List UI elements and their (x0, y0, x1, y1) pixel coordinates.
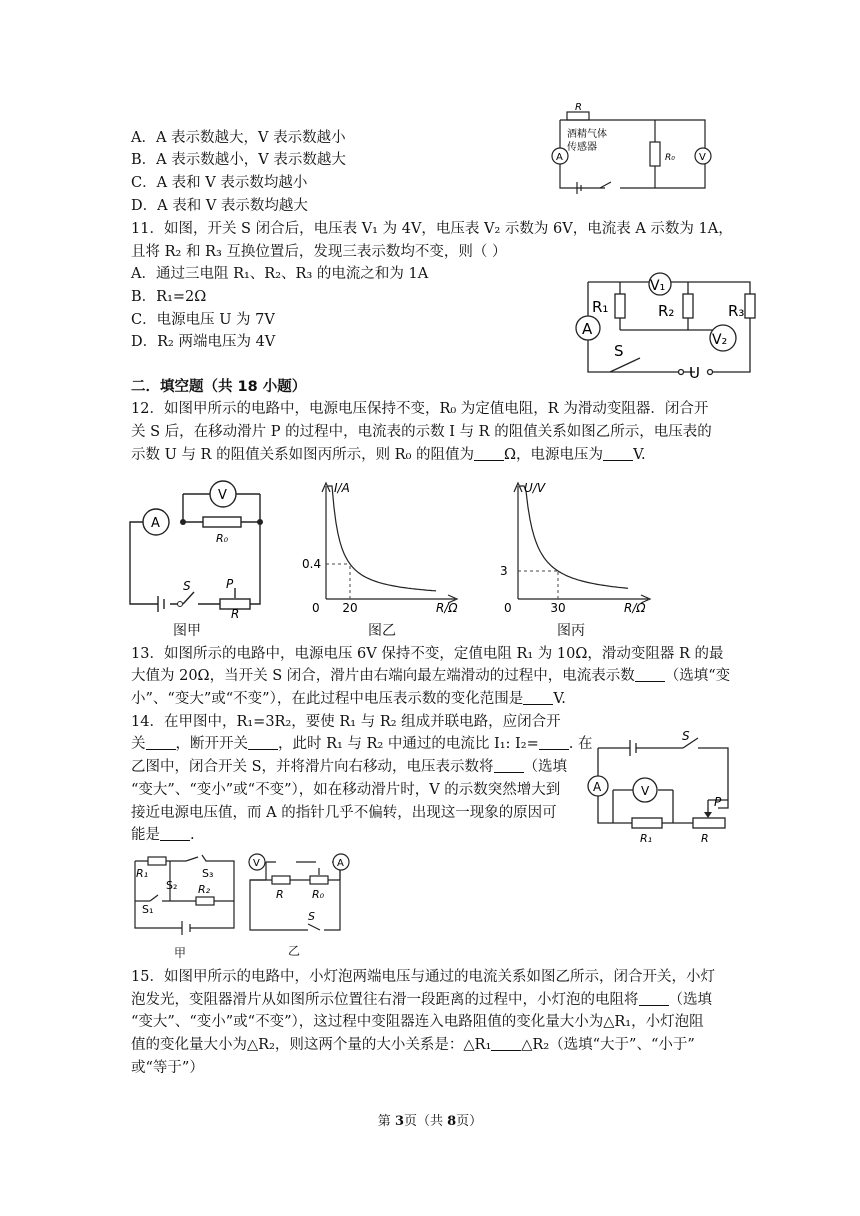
q11-option-a: A．通过三电阻 R₁、R₂、R₃ 的电流之和为 1A (131, 266, 429, 282)
q10-circuit-figure (545, 100, 720, 200)
q12-chart-yi-xlabel: R/Ω (436, 601, 458, 615)
q14-blank-close[interactable] (146, 735, 176, 750)
q12-chart-bing-ylabel: U/V (524, 481, 546, 495)
q13-stem-line1: 13．如图所示的电路中，电源电压 6V 保持不变，定值电阻 R₁ 为 10Ω，滑动变阻器 R 的最 (131, 646, 724, 662)
q14-jia-s3: S₃ (202, 867, 214, 880)
q10-fig-v-label: V (699, 152, 706, 163)
q14-stem-line5: 接近电源电压值，而 A 的指针几乎不偏转，出现这一现象的原因可 (131, 805, 557, 821)
q11-fig-v2: V₂ (712, 332, 728, 348)
q14-fig-s: S (682, 729, 690, 743)
q14-yi-v: V (253, 858, 260, 869)
q14-jia-r1: R₁ (136, 867, 149, 880)
q14-blank-ratio[interactable] (539, 735, 569, 750)
q12-blank-r0[interactable] (474, 446, 504, 461)
q11-fig-s: S (614, 342, 624, 360)
q12-fig-s: S (183, 579, 191, 593)
footer-page-total: 8 (447, 1114, 457, 1129)
q12-chart-bing-curve (520, 486, 628, 588)
q11-option-b: B．R₁=2Ω (131, 289, 207, 305)
q10-fig-r-label: R (575, 102, 582, 113)
q12-fig-p: P (226, 577, 234, 591)
q14-fig-r1: R₁ (640, 832, 653, 845)
q12-fig-yi-caption: 图乙 (368, 623, 396, 639)
q12-chart-yi-ytick: 0.4 (302, 557, 322, 571)
q12-chart-bing-origin: 0 (504, 601, 512, 615)
q12-blank-voltage[interactable] (603, 446, 633, 461)
q13-blank-current[interactable] (635, 667, 665, 682)
q11-fig-v1: V₁ (650, 278, 666, 294)
q10-fig-r0-label: R₀ (665, 153, 675, 163)
q11-fig-a: A (582, 320, 593, 338)
q14-fig-r: R (701, 832, 709, 845)
q12-fig-v: V (218, 488, 227, 503)
section-2-title: 二．填空题（共 18 小题） (131, 379, 307, 395)
q14-stem-line2: 关 ，断开开关 ，此时 R₁ 与 R₂ 中通过的电流比 I₁: I₂= . 在 (131, 736, 593, 752)
q14-fig-a: A (593, 780, 602, 794)
q14-blank-open[interactable] (248, 735, 278, 750)
q14-circuit-figure (588, 728, 743, 846)
q14-blank-voltmeter[interactable] (494, 758, 524, 773)
q13-stem-line3: 小”、“变大”或“不变”），在此过程中电压表示数的变化范围是 V. (131, 691, 566, 707)
q14-stem-line1: 14．在甲图中，R₁=3R₂，要使 R₁ 与 R₂ 组成并联电路，应闭合开 (131, 714, 561, 730)
q11-option-c: C．电源电压 U 为 7V (131, 312, 275, 328)
q12-chart-yi (300, 476, 465, 616)
q14-blank-cause[interactable] (160, 826, 190, 841)
q11-stem-line1: 11．如图，开关 S 闭合后，电压表 V₁ 为 4V，电压表 V₂ 示数为 6V，电流表 A 示数为 1A， (131, 221, 733, 237)
q11-option-d: D．R₂ 两端电压为 4V (131, 334, 276, 350)
q15-stem-line5: 或“等于”） (131, 1060, 204, 1076)
q10-fig-a-label: A (556, 152, 563, 163)
q14-circuit-yi (236, 850, 356, 942)
q14-yi-a: A (337, 858, 344, 869)
q12-stem-line1: 12．如图甲所示的电路中，电源电压保持不变，R₀ 为定值电阻，R 为滑动变阻器．闭合开 (131, 401, 709, 417)
q14-stem-line3: 乙图中，闭合开关 S，并将滑片向右移动，电压表示数将 （选填 (131, 759, 568, 775)
q12-chart-yi-origin: 0 (312, 601, 320, 615)
q13-stem-line2: 大值为 20Ω，当开关 S 闭合，滑片由右端向最左端滑动的过程中，电流表示数 （选填“变 (131, 668, 731, 684)
q12-stem-line2: 关 S 后，在移动滑片 P 的过程中，电流表的示数 I 与 R 的阻值关系如图乙所示，电压表的 (131, 424, 712, 440)
q14-jia-r2: R₂ (198, 883, 211, 896)
q14-jia-s2: S₂ (166, 879, 178, 892)
q14-fig-v: V (641, 784, 650, 798)
q14-fig-p: P (714, 795, 722, 809)
q14-circuit-jia (128, 853, 240, 943)
q14-jia-caption: 甲 (174, 946, 187, 960)
q12-fig-r: R (231, 607, 240, 621)
q10-fig-sensor-line1: 酒精气体 (567, 129, 607, 140)
q15-stem-line1: 15．如图甲所示的电路中，小灯泡两端电压与通过的电流关系如图乙所示，闭合开关，小灯 (131, 969, 715, 985)
q12-fig-a: A (151, 516, 160, 531)
q12-chart-yi-ylabel: I/A (334, 481, 350, 495)
q10-option-c: C．A 表和 V 表示数均越小 (131, 175, 308, 191)
q12-fig-r0: R₀ (216, 532, 229, 545)
page-footer: 第 3页（共 8页） (377, 1114, 483, 1129)
q11-fig-r2: R₂ (658, 302, 675, 320)
q10-option-b: B．A 表示数越小，V 表示数越大 (131, 152, 346, 168)
q12-chart-bing-xlabel: R/Ω (624, 601, 646, 615)
q12-chart-bing (500, 476, 665, 616)
q14-yi-s: S (308, 910, 315, 923)
q11-stem-line2: 且将 R₂ 和 R₃ 互换位置后，发现三表示数均不变，则（ ） (131, 244, 507, 260)
q12-fig-bing-caption: 图丙 (557, 623, 585, 639)
q15-blank-resistance[interactable] (639, 991, 669, 1006)
q14-stem-line4: “变大”、“变小”或“不变”），如在移动滑片时，V 的示数突然增大到 (131, 782, 561, 798)
q15-stem-line3: “变大”、“变小”或“不变”），这过程中变阻器连入电路阻值的变化量大小为△R₁，小灯泡阻 (131, 1014, 704, 1030)
q10-option-d: D．A 表和 V 表示数均越大 (131, 198, 308, 214)
q15-blank-compare[interactable] (491, 1036, 521, 1051)
q13-blank-range[interactable] (523, 690, 553, 705)
q11-fig-u: U (689, 364, 700, 382)
q12-fig-jia-caption: 图甲 (173, 623, 201, 639)
q12-chart-yi-curve (328, 486, 436, 591)
q14-yi-r: R (276, 888, 284, 901)
q12-chart-yi-xtick: 20 (342, 601, 358, 615)
q12-circuit-jia (128, 478, 268, 621)
q12-chart-bing-xtick: 30 (550, 601, 566, 615)
footer-page-number: 3 (394, 1114, 404, 1129)
q12-stem-line3: 示数 U 与 R 的阻值关系如图丙所示，则 R₀ 的阻值为 Ω，电源电压为 V. (131, 447, 646, 463)
q11-fig-r3: R₃ (728, 302, 745, 320)
q14-yi-caption: 乙 (288, 944, 301, 958)
q14-stem-line6: 能是 . (131, 827, 195, 843)
q15-stem-line4: 值的变化量大小为△R₂，则这两个量的大小关系是：△R₁ △R₂（选填“大于”、“小于” (131, 1037, 695, 1053)
q11-circuit-figure (570, 272, 770, 384)
q14-jia-s1: S₁ (142, 903, 154, 916)
q14-yi-r0: R₀ (312, 888, 325, 901)
q12-chart-bing-ytick: 3 (500, 564, 508, 578)
q10-fig-sensor-line2: 传感器 (567, 142, 597, 153)
q10-option-a: A．A 表示数越大，V 表示数越小 (131, 130, 346, 146)
q15-stem-line2: 泡发光，变阻器滑片从如图所示位置往右滑一段距离的过程中，小灯泡的电阻将 （选填 (131, 992, 712, 1008)
q11-fig-r1: R₁ (592, 298, 609, 316)
